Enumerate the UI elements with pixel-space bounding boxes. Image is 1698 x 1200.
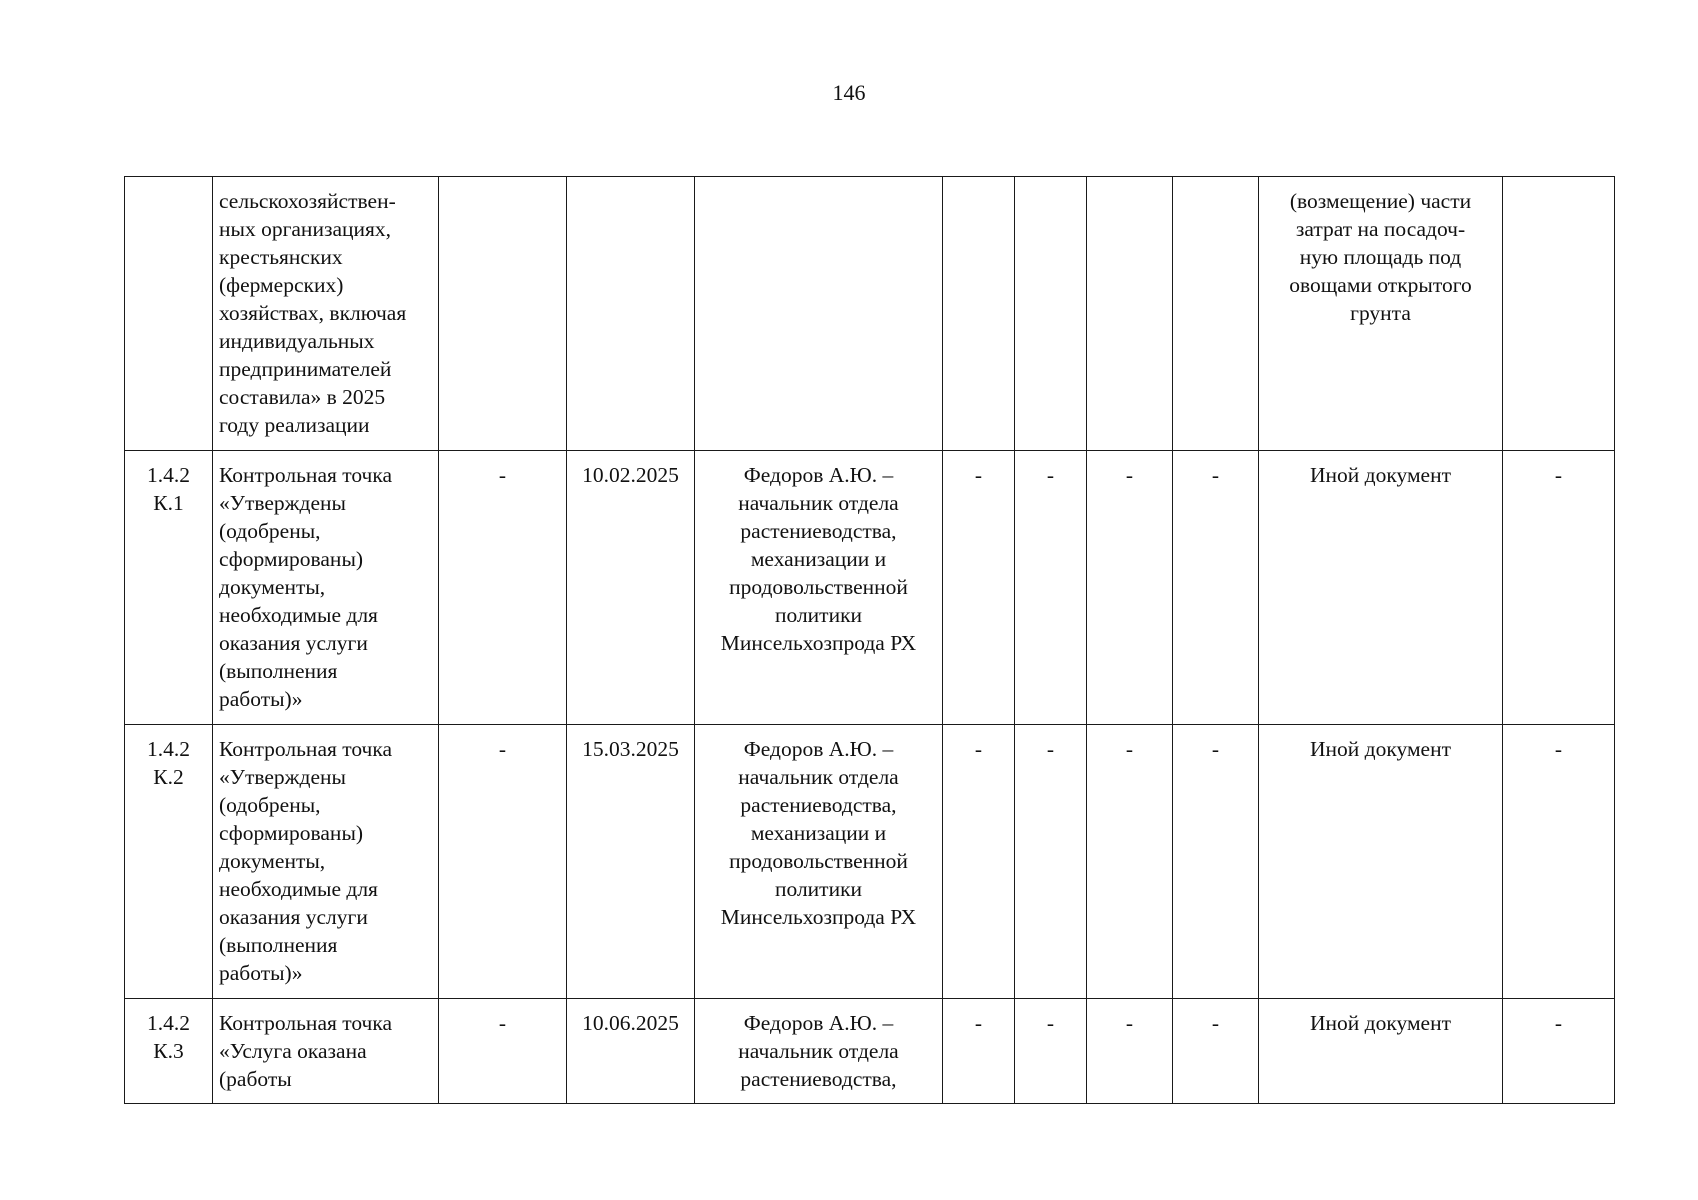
cell-responsible: Федоров А.Ю. – начальник отдела растениеводства, (695, 999, 943, 1104)
cell-date (567, 177, 695, 451)
cell-name: Контрольная точка «Утверждены (одобрены, сформированы) документы, необходимые для оказания услуги (выполнения работы)» (213, 451, 439, 725)
cell-num: 1.4.2 К.3 (125, 999, 213, 1104)
cell-document: (возмещение) части затрат на посадоч- ную площадь под овощами открытого грунта (1259, 177, 1503, 451)
cell-responsible: Федоров А.Ю. – начальник отдела растениеводства, механизации и продовольственной политики Минсельхозпрода РХ (695, 451, 943, 725)
cell-name: сельскохозяйствен- ных организациях, крестьянских (фермерских) хозяйствах, включая индивидуальных предпринимателей составила» в 2025 году реализации (213, 177, 439, 451)
measures-table (124, 176, 1615, 1104)
cell-document: Иной документ (1259, 999, 1503, 1104)
cell-col9: - (1173, 451, 1259, 725)
table-row (125, 725, 1615, 999)
cell-col3: - (439, 451, 567, 725)
cell-date: 10.02.2025 (567, 451, 695, 725)
cell-document: Иной документ (1259, 725, 1503, 999)
cell-col6: - (943, 451, 1015, 725)
cell-col11 (1503, 177, 1615, 451)
cell-col7: - (1015, 725, 1087, 999)
cell-col3 (439, 177, 567, 451)
cell-col11: - (1503, 999, 1615, 1104)
cell-col9: - (1173, 999, 1259, 1104)
cell-col3: - (439, 725, 567, 999)
cell-col9: - (1173, 725, 1259, 999)
cell-num: 1.4.2 К.1 (125, 451, 213, 725)
cell-col6 (943, 177, 1015, 451)
cell-num (125, 177, 213, 451)
cell-col8: - (1087, 725, 1173, 999)
cell-responsible (695, 177, 943, 451)
cell-num: 1.4.2 К.2 (125, 725, 213, 999)
cell-col8: - (1087, 451, 1173, 725)
cell-name: Контрольная точка «Услуга оказана (работы (213, 999, 439, 1104)
cell-date: 15.03.2025 (567, 725, 695, 999)
page-number: 146 (832, 80, 866, 105)
table-row-continuation (125, 177, 1615, 451)
cell-col8 (1087, 177, 1173, 451)
cell-responsible: Федоров А.Ю. – начальник отдела растениеводства, механизации и продовольственной политики Минсельхозпрода РХ (695, 725, 943, 999)
cell-date: 10.06.2025 (567, 999, 695, 1104)
cell-col7: - (1015, 451, 1087, 725)
cell-col7 (1015, 177, 1087, 451)
cell-col6: - (943, 725, 1015, 999)
cell-col11: - (1503, 451, 1615, 725)
cell-col7: - (1015, 999, 1087, 1104)
cell-document: Иной документ (1259, 451, 1503, 725)
cell-name: Контрольная точка «Утверждены (одобрены, сформированы) документы, необходимые для оказания услуги (выполнения работы)» (213, 725, 439, 999)
table-row (125, 451, 1615, 725)
cell-col9 (1173, 177, 1259, 451)
cell-col6: - (943, 999, 1015, 1104)
cell-col11: - (1503, 725, 1615, 999)
cell-col3: - (439, 999, 567, 1104)
table-row (125, 999, 1615, 1104)
cell-col8: - (1087, 999, 1173, 1104)
